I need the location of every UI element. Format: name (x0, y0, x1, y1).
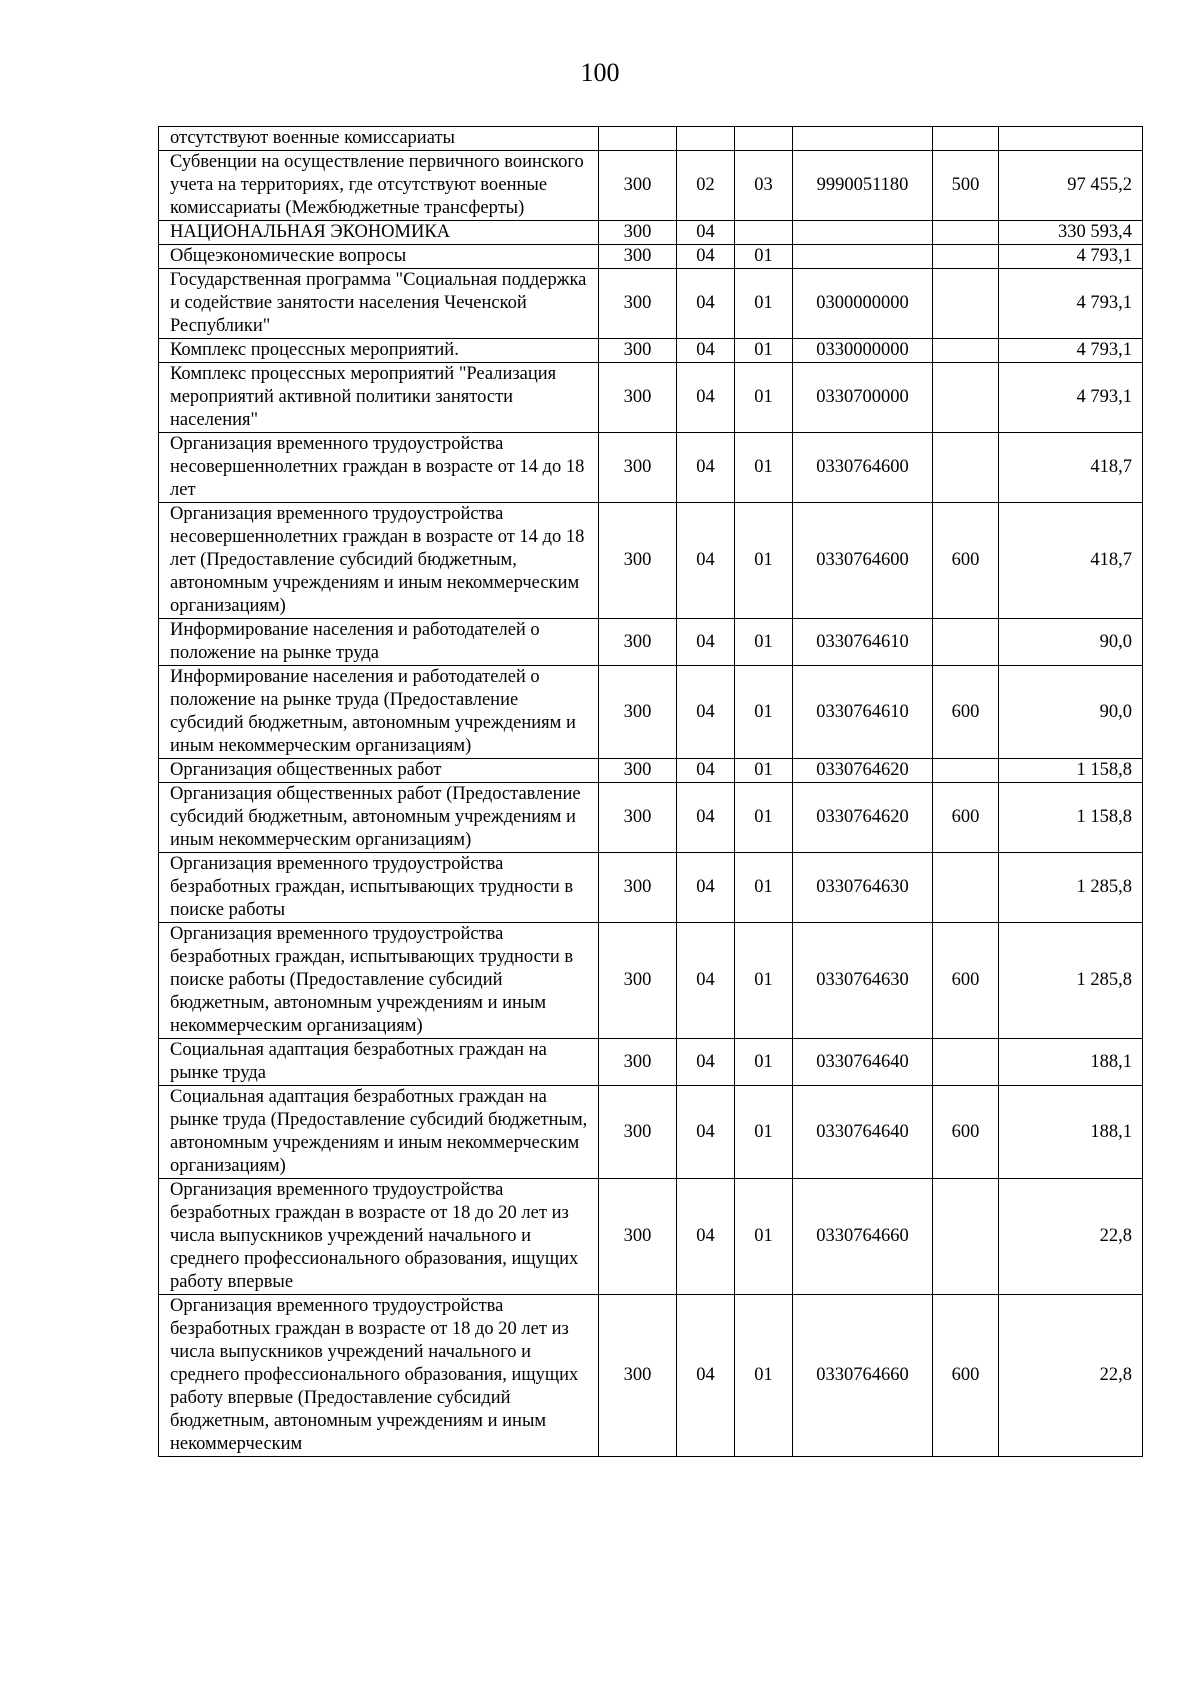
row-vr-cell (933, 363, 999, 433)
row-sum-cell: 1 285,8 (999, 853, 1143, 923)
row-sum-cell: 1 158,8 (999, 783, 1143, 853)
row-csr-cell: 0330764600 (793, 503, 933, 619)
row-rz-cell: 04 (677, 269, 735, 339)
row-sum-cell: 4 793,1 (999, 339, 1143, 363)
row-ved-cell: 300 (599, 363, 677, 433)
row-pr-cell: 01 (735, 339, 793, 363)
row-rz-cell: 04 (677, 503, 735, 619)
row-rz-cell: 04 (677, 433, 735, 503)
row-csr-cell (793, 245, 933, 269)
row-pr-cell: 01 (735, 1039, 793, 1086)
table-row (159, 759, 1143, 783)
row-vr-cell (933, 245, 999, 269)
row-ved-cell: 300 (599, 1039, 677, 1086)
row-name-cell: НАЦИОНАЛЬНАЯ ЭКОНОМИКА (159, 221, 599, 245)
table-row (159, 245, 1143, 269)
row-pr-cell: 01 (735, 923, 793, 1039)
row-csr-cell: 0330764610 (793, 666, 933, 759)
row-ved-cell (599, 127, 677, 151)
row-name-cell: Организация временного трудоустройства безработных граждан, испытывающих трудности в поиске работы (159, 853, 599, 923)
row-vr-cell (933, 759, 999, 783)
row-sum-cell: 330 593,4 (999, 221, 1143, 245)
row-rz-cell: 04 (677, 221, 735, 245)
row-ved-cell: 300 (599, 1295, 677, 1457)
row-csr-cell: 0330764600 (793, 433, 933, 503)
row-pr-cell: 01 (735, 269, 793, 339)
row-pr-cell: 01 (735, 1086, 793, 1179)
row-sum-cell: 4 793,1 (999, 269, 1143, 339)
row-rz-cell: 04 (677, 853, 735, 923)
row-csr-cell: 0330764610 (793, 619, 933, 666)
row-sum-cell: 90,0 (999, 619, 1143, 666)
row-csr-cell: 0330764660 (793, 1179, 933, 1295)
table-row (159, 363, 1143, 433)
row-name-cell: Социальная адаптация безработных граждан на рынке труда (Предоставление субсидий бюджетным, автономным учреждениям и иным некоммерческим организациям) (159, 1086, 599, 1179)
row-sum-cell: 188,1 (999, 1039, 1143, 1086)
row-ved-cell: 300 (599, 503, 677, 619)
row-pr-cell: 01 (735, 503, 793, 619)
table-row (159, 151, 1143, 221)
row-rz-cell: 04 (677, 245, 735, 269)
row-ved-cell: 300 (599, 759, 677, 783)
row-rz-cell: 04 (677, 363, 735, 433)
row-ved-cell: 300 (599, 1179, 677, 1295)
row-ved-cell: 300 (599, 666, 677, 759)
row-vr-cell (933, 1039, 999, 1086)
row-sum-cell: 90,0 (999, 666, 1143, 759)
row-rz-cell (677, 127, 735, 151)
row-vr-cell (933, 127, 999, 151)
row-pr-cell: 01 (735, 666, 793, 759)
row-vr-cell: 600 (933, 1086, 999, 1179)
row-sum-cell: 1 285,8 (999, 923, 1143, 1039)
table-row (159, 269, 1143, 339)
row-name-cell: Социальная адаптация безработных граждан на рынке труда (159, 1039, 599, 1086)
table-row (159, 1039, 1143, 1086)
row-pr-cell: 01 (735, 1295, 793, 1457)
row-vr-cell (933, 221, 999, 245)
row-sum-cell: 4 793,1 (999, 245, 1143, 269)
row-vr-cell: 500 (933, 151, 999, 221)
table-row (159, 503, 1143, 619)
row-csr-cell (793, 221, 933, 245)
row-sum-cell: 418,7 (999, 503, 1143, 619)
row-ved-cell: 300 (599, 221, 677, 245)
row-ved-cell: 300 (599, 433, 677, 503)
row-vr-cell: 600 (933, 666, 999, 759)
row-name-cell: Организация временного трудоустройства безработных граждан в возрасте от 18 до 20 лет из числа выпускников учреждений начального и среднего профессионального образования, ищущих работу впервые (159, 1179, 599, 1295)
table-row (159, 1086, 1143, 1179)
budget-table-body (159, 127, 1143, 1457)
row-name-cell: отсутствуют военные комиссариаты (159, 127, 599, 151)
table-row (159, 923, 1143, 1039)
row-vr-cell (933, 853, 999, 923)
table-row (159, 853, 1143, 923)
row-vr-cell (933, 339, 999, 363)
page-number: 100 (580, 58, 620, 87)
row-name-cell: Организация временного трудоустройства несовершеннолетних граждан в возрасте от 14 до 18 лет (159, 433, 599, 503)
row-name-cell: Организация временного трудоустройства несовершеннолетних граждан в возрасте от 14 до 18 лет (Предоставление субсидий бюджетным, автономным учреждениям и иным некоммерческим организациям) (159, 503, 599, 619)
table-row (159, 1295, 1143, 1457)
row-rz-cell: 04 (677, 1179, 735, 1295)
row-sum-cell: 97 455,2 (999, 151, 1143, 221)
table-row (159, 433, 1143, 503)
table-row (159, 221, 1143, 245)
table-row (159, 1179, 1143, 1295)
row-name-cell: Государственная программа "Социальная поддержка и содействие занятости населения Чеченской Республики" (159, 269, 599, 339)
row-name-cell: Общеэкономические вопросы (159, 245, 599, 269)
row-pr-cell: 01 (735, 1179, 793, 1295)
row-ved-cell: 300 (599, 151, 677, 221)
row-rz-cell: 04 (677, 619, 735, 666)
row-ved-cell: 300 (599, 1086, 677, 1179)
row-vr-cell (933, 269, 999, 339)
row-name-cell: Организация общественных работ (159, 759, 599, 783)
row-sum-cell: 4 793,1 (999, 363, 1143, 433)
row-pr-cell: 01 (735, 853, 793, 923)
row-pr-cell: 01 (735, 783, 793, 853)
row-csr-cell: 0330764630 (793, 853, 933, 923)
row-rz-cell: 04 (677, 759, 735, 783)
row-name-cell: Комплекс процессных мероприятий. (159, 339, 599, 363)
row-csr-cell: 0330764620 (793, 783, 933, 853)
row-pr-cell: 01 (735, 363, 793, 433)
row-pr-cell: 03 (735, 151, 793, 221)
row-rz-cell: 04 (677, 666, 735, 759)
row-csr-cell: 0300000000 (793, 269, 933, 339)
row-sum-cell: 22,8 (999, 1179, 1143, 1295)
row-rz-cell: 04 (677, 339, 735, 363)
row-ved-cell: 300 (599, 923, 677, 1039)
table-row (159, 619, 1143, 666)
row-csr-cell: 9990051180 (793, 151, 933, 221)
row-ved-cell: 300 (599, 339, 677, 363)
row-csr-cell: 0330764640 (793, 1039, 933, 1086)
row-sum-cell: 22,8 (999, 1295, 1143, 1457)
row-pr-cell: 01 (735, 245, 793, 269)
row-vr-cell: 600 (933, 923, 999, 1039)
row-ved-cell: 300 (599, 853, 677, 923)
row-ved-cell: 300 (599, 783, 677, 853)
budget-table (158, 126, 1143, 1457)
row-name-cell: Комплекс процессных мероприятий "Реализация мероприятий активной политики занятости населения" (159, 363, 599, 433)
row-name-cell: Организация временного трудоустройства безработных граждан, испытывающих трудности в поиске работы (Предоставление субсидий бюджетным, автономным учреждениям и иным некоммерческим организациям) (159, 923, 599, 1039)
row-name-cell: Информирование населения и работодателей о положение на рынке труда (159, 619, 599, 666)
row-rz-cell: 02 (677, 151, 735, 221)
row-vr-cell (933, 433, 999, 503)
row-csr-cell: 0330764640 (793, 1086, 933, 1179)
row-sum-cell: 188,1 (999, 1086, 1143, 1179)
row-rz-cell: 04 (677, 923, 735, 1039)
row-csr-cell: 0330700000 (793, 363, 933, 433)
row-name-cell: Субвенции на осуществление первичного воинского учета на территориях, где отсутствуют военные комиссариаты (Межбюджетные трансферты) (159, 151, 599, 221)
row-name-cell: Организация временного трудоустройства безработных граждан в возрасте от 18 до 20 лет из числа выпускников учреждений начального и среднего профессионального образования, ищущих работу впервые (Предоставление субсидий бюджетным, автономным учреждениям и иным некоммерческим (159, 1295, 599, 1457)
row-vr-cell: 600 (933, 1295, 999, 1457)
row-csr-cell: 0330764620 (793, 759, 933, 783)
row-ved-cell: 300 (599, 269, 677, 339)
table-row (159, 666, 1143, 759)
row-sum-cell: 418,7 (999, 433, 1143, 503)
row-pr-cell (735, 221, 793, 245)
row-vr-cell (933, 619, 999, 666)
row-name-cell: Информирование населения и работодателей о положение на рынке труда (Предоставление субсидий бюджетным, автономным учреждениям и иным некоммерческим организациям) (159, 666, 599, 759)
row-pr-cell: 01 (735, 619, 793, 666)
table-row (159, 127, 1143, 151)
row-rz-cell: 04 (677, 1039, 735, 1086)
row-pr-cell (735, 127, 793, 151)
row-pr-cell: 01 (735, 759, 793, 783)
row-csr-cell: 0330764630 (793, 923, 933, 1039)
row-csr-cell: 0330000000 (793, 339, 933, 363)
row-csr-cell: 0330764660 (793, 1295, 933, 1457)
row-vr-cell: 600 (933, 783, 999, 853)
table-row (159, 339, 1143, 363)
row-ved-cell: 300 (599, 245, 677, 269)
row-name-cell: Организация общественных работ (Предоставление субсидий бюджетным, автономным учреждениям и иным некоммерческим организациям) (159, 783, 599, 853)
row-sum-cell (999, 127, 1143, 151)
row-rz-cell: 04 (677, 1086, 735, 1179)
table-row (159, 783, 1143, 853)
row-sum-cell: 1 158,8 (999, 759, 1143, 783)
row-ved-cell: 300 (599, 619, 677, 666)
row-vr-cell (933, 1179, 999, 1295)
row-rz-cell: 04 (677, 1295, 735, 1457)
row-pr-cell: 01 (735, 433, 793, 503)
row-rz-cell: 04 (677, 783, 735, 853)
row-vr-cell: 600 (933, 503, 999, 619)
row-csr-cell (793, 127, 933, 151)
